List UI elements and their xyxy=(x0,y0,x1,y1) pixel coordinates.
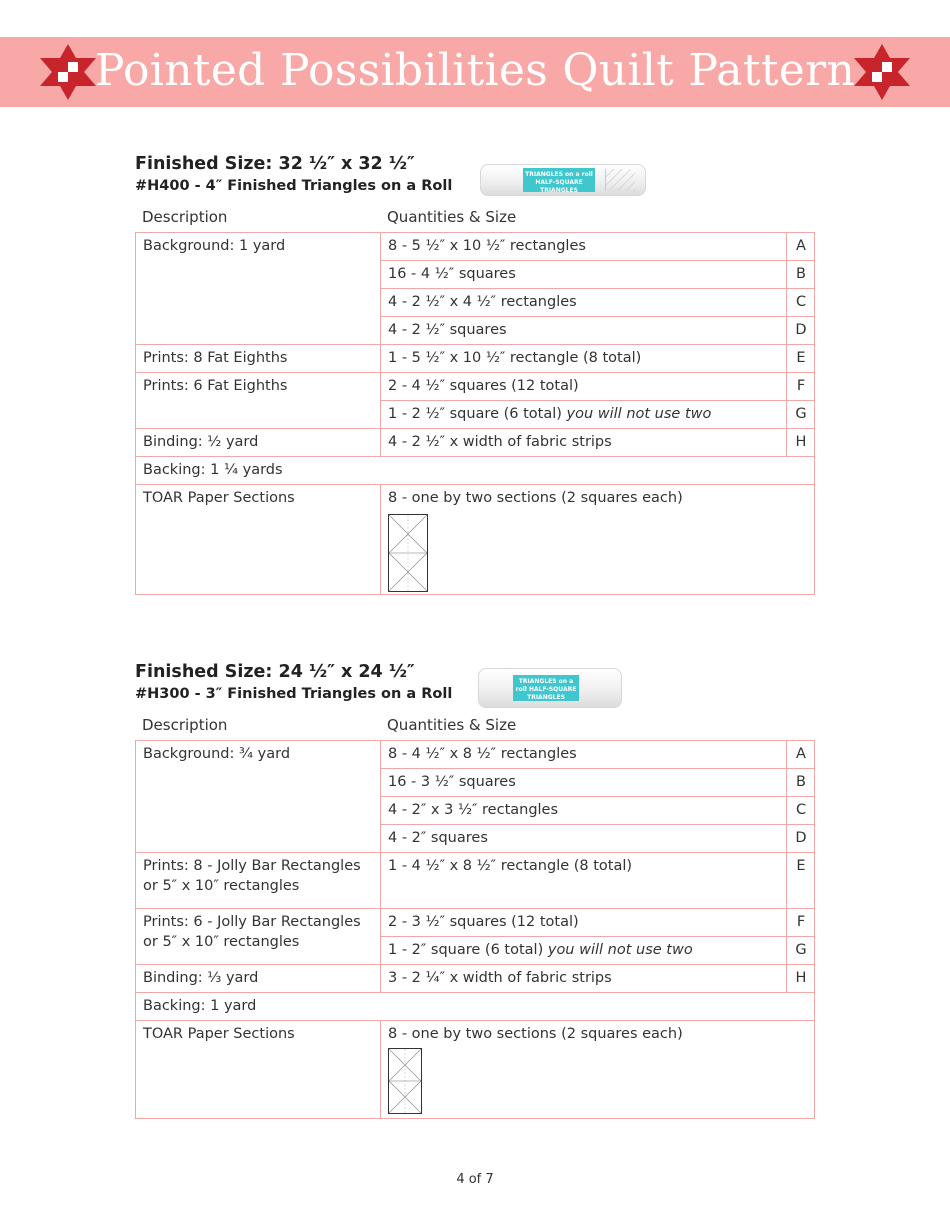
row-desc xyxy=(136,909,381,965)
row-qty: 16 - 4 ½″ squares xyxy=(381,261,787,289)
qty-text: 8 - one by two sections (2 squares each) xyxy=(388,1026,683,1042)
row-letter: C xyxy=(787,289,815,317)
quilt-star-icon xyxy=(854,44,910,100)
column-headers xyxy=(135,204,815,232)
row-letter: G xyxy=(787,937,815,965)
cutting-table xyxy=(135,740,815,1119)
row-letter: F xyxy=(787,909,815,937)
qty-text: 1 - 2 ½″ square (6 total) xyxy=(388,406,567,422)
size-section-32 xyxy=(135,152,815,595)
row-qty: 4 - 2 ½″ x 4 ½″ rectangles xyxy=(381,289,787,317)
row-qty: 2 - 3 ½″ squares (12 total) xyxy=(381,909,787,937)
desc-line: or 5″ x 10″ rectangles xyxy=(143,934,300,950)
row-qty: 2 - 4 ½″ squares (12 total) xyxy=(381,373,787,401)
desc-line: Prints: 6 - Jolly Bar Rectangles xyxy=(143,914,361,930)
row-desc xyxy=(136,853,381,909)
row-letter: D xyxy=(787,317,815,345)
table-row xyxy=(136,233,815,261)
roll-pattern xyxy=(605,169,635,191)
row-desc: Binding: ⅓ yard xyxy=(136,965,381,993)
row-desc: Prints: 8 Fat Eighths xyxy=(136,345,381,373)
row-qty: 8 - 4 ½″ x 8 ½″ rectangles xyxy=(381,741,787,769)
table-row xyxy=(136,1021,815,1119)
col-description: Description xyxy=(142,208,228,226)
row-letter: E xyxy=(787,853,815,909)
row-qty: 1 - 4 ½″ x 8 ½″ rectangle (8 total) xyxy=(381,853,787,909)
row-qty xyxy=(381,937,787,965)
row-letter: D xyxy=(787,825,815,853)
row-qty: 4 - 2 ½″ squares xyxy=(381,317,787,345)
page-number: 4 of 7 xyxy=(456,1172,494,1187)
row-desc: Background: 1 yard xyxy=(136,233,381,345)
row-letter: H xyxy=(787,965,815,993)
row-qty: 1 - 5 ½″ x 10 ½″ rectangle (8 total) xyxy=(381,345,787,373)
table-row xyxy=(136,457,815,485)
table-row xyxy=(136,853,815,909)
row-qty: 4 - 2″ x 3 ½″ rectangles xyxy=(381,797,787,825)
roll-tag: TRIANGLES on a roll HALF-SQUARE TRIANGLES xyxy=(523,168,595,192)
table-row xyxy=(136,741,815,769)
cutting-table xyxy=(135,232,815,595)
row-letter: B xyxy=(787,769,815,797)
table-row xyxy=(136,429,815,457)
qty-text: 1 - 2″ square (6 total) xyxy=(388,942,548,958)
row-desc: Backing: 1 ¼ yards xyxy=(136,457,815,485)
row-desc: TOAR Paper Sections xyxy=(136,1021,381,1119)
row-qty xyxy=(381,1021,815,1119)
col-description: Description xyxy=(142,716,228,734)
roll-product-label: #H400 - 4″ Finished Triangles on a Roll xyxy=(135,178,453,194)
qty-text: 8 - one by two sections (2 squares each) xyxy=(388,490,683,506)
finished-size-title: Finished Size: 24 ½″ x 24 ½″ xyxy=(135,662,415,682)
row-desc: Binding: ½ yard xyxy=(136,429,381,457)
col-quantities: Quantities & Size xyxy=(387,208,517,226)
table-row xyxy=(136,965,815,993)
row-qty: 3 - 2 ¼″ x width of fabric strips xyxy=(381,965,787,993)
row-letter: G xyxy=(787,401,815,429)
row-qty: 4 - 2″ squares xyxy=(381,825,787,853)
row-desc: Background: ¾ yard xyxy=(136,741,381,853)
row-qty xyxy=(381,401,787,429)
row-letter: A xyxy=(787,233,815,261)
row-desc: Backing: 1 yard xyxy=(136,993,815,1021)
toar-paper-diagram xyxy=(388,514,428,592)
table-row xyxy=(136,485,815,595)
table-row xyxy=(136,345,815,373)
row-letter: B xyxy=(787,261,815,289)
row-qty: 4 - 2 ½″ x width of fabric strips xyxy=(381,429,787,457)
row-desc: Prints: 6 Fat Eighths xyxy=(136,373,381,429)
row-letter: H xyxy=(787,429,815,457)
row-letter: C xyxy=(787,797,815,825)
column-headers xyxy=(135,712,815,740)
table-row xyxy=(136,993,815,1021)
row-qty xyxy=(381,485,815,595)
col-quantities: Quantities & Size xyxy=(387,716,517,734)
finished-size-title: Finished Size: 32 ½″ x 32 ½″ xyxy=(135,154,415,174)
header-banner xyxy=(0,37,950,107)
roll-tag: TRIANGLES on a roll HALF-SQUARE TRIANGLES xyxy=(513,675,579,701)
triangles-roll-image xyxy=(480,164,646,196)
row-qty: 8 - 5 ½″ x 10 ½″ rectangles xyxy=(381,233,787,261)
usage-note: you will not use two xyxy=(547,942,693,958)
row-qty: 16 - 3 ½″ squares xyxy=(381,769,787,797)
triangles-roll-image xyxy=(478,668,622,708)
usage-note: you will not use two xyxy=(566,406,712,422)
toar-paper-diagram xyxy=(388,1048,422,1114)
desc-line: or 5″ x 10″ rectangles xyxy=(143,878,300,894)
row-letter: F xyxy=(787,373,815,401)
row-letter: E xyxy=(787,345,815,373)
page-title: Pointed Possibilities Quilt Pattern xyxy=(94,45,856,96)
table-row xyxy=(136,373,815,401)
table-row xyxy=(136,909,815,937)
size-section-24 xyxy=(135,660,815,1119)
roll-product-label: #H300 - 3″ Finished Triangles on a Roll xyxy=(135,686,453,702)
row-desc: TOAR Paper Sections xyxy=(136,485,381,595)
desc-line: Prints: 8 - Jolly Bar Rectangles xyxy=(143,858,361,874)
row-letter: A xyxy=(787,741,815,769)
